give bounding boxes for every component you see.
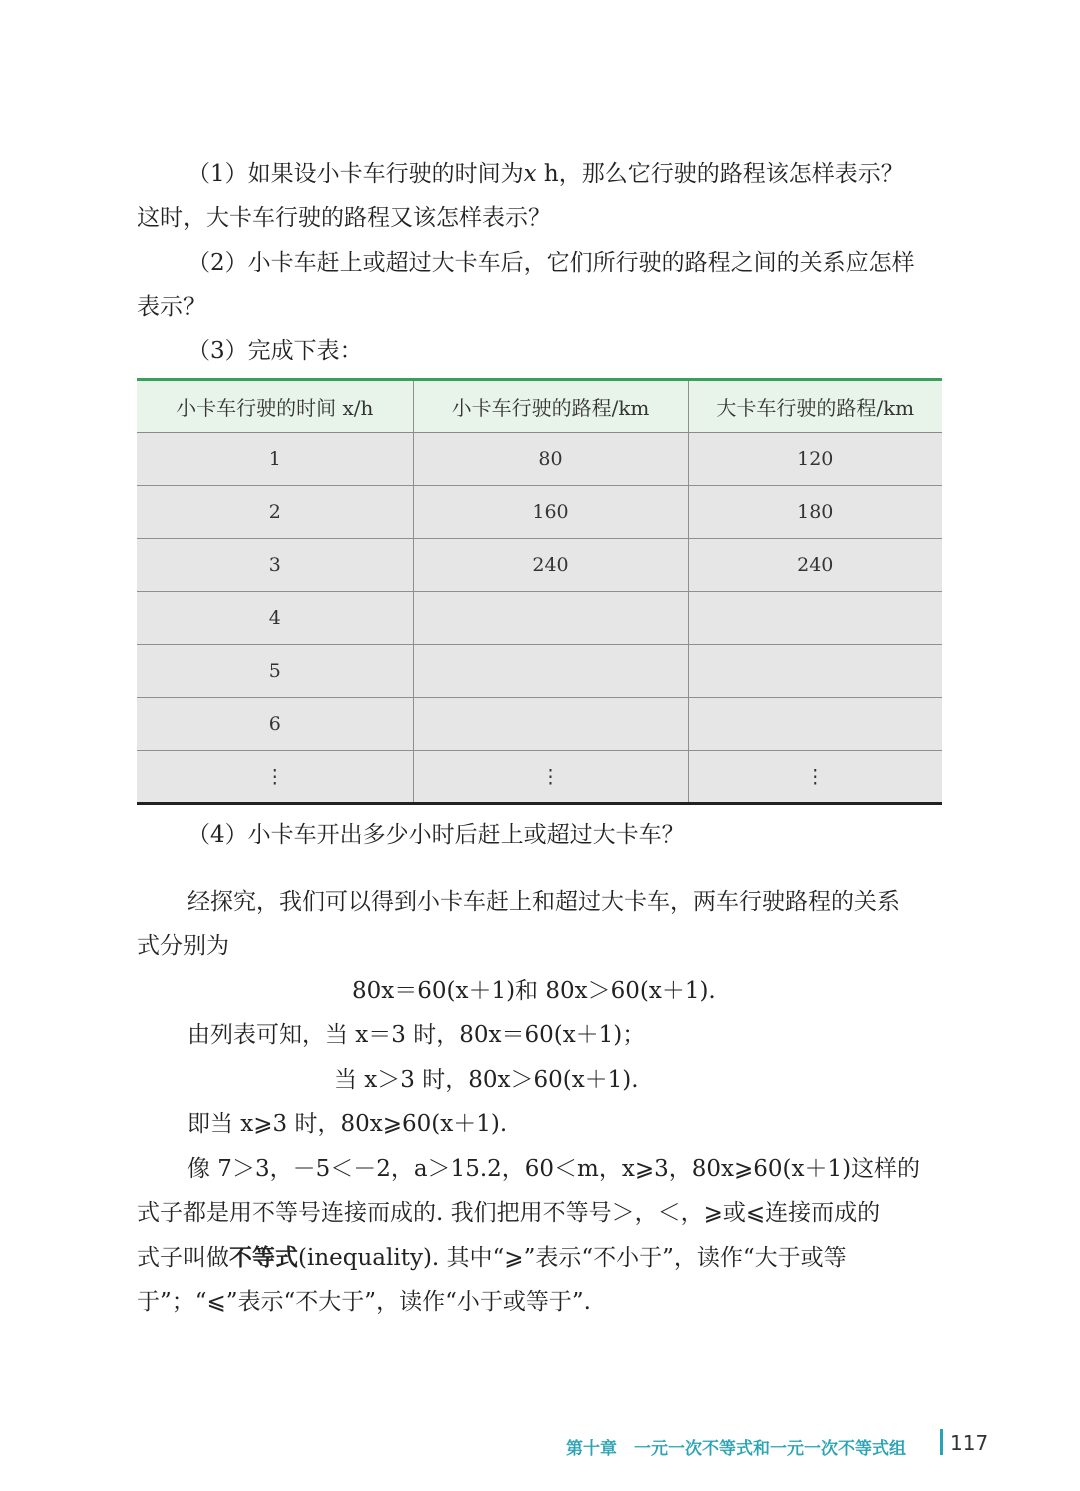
header-small-truck-distance: 小卡车行驶的路程/km	[413, 380, 688, 433]
question-1-line-1	[187, 163, 904, 186]
table-cell: 6	[137, 698, 413, 751]
table-cell: ⋮	[137, 751, 413, 804]
keyword-inequality: 不等式	[229, 1245, 298, 1271]
table-row-ellipsis	[137, 751, 942, 804]
table-row	[137, 539, 942, 592]
table-cell: 1	[137, 433, 413, 486]
question-1-text-b: h，那么它行驶的路程该怎样表示？	[536, 161, 904, 187]
explanation-line-2: 式分别为	[137, 933, 229, 959]
table-cell: 240	[413, 539, 688, 592]
table-row	[137, 433, 942, 486]
formula-equation-inequality: 80x＝60(x＋1)和 80x＞60(x＋1).	[352, 978, 716, 1004]
question-2-line-1: （2）小卡车赶上或超过大卡车后，它们所行驶的路程之间的关系应怎样	[187, 250, 915, 276]
table-cell-blank	[413, 645, 688, 698]
table-cell: 180	[688, 486, 942, 539]
table-cell: 4	[137, 592, 413, 645]
distance-table	[137, 378, 942, 805]
question-4: （4）小卡车开出多少小时后赶上或超过大卡车？	[187, 822, 685, 848]
table-cell: 240	[688, 539, 942, 592]
table-cell: 3	[137, 539, 413, 592]
definition-text-b: (inequality). 其中“⩾”表示“不小于”，读作“大于或等	[298, 1245, 847, 1271]
table-cell: 5	[137, 645, 413, 698]
table-cell: 160	[413, 486, 688, 539]
definition-text-a: 式子叫做	[137, 1245, 229, 1271]
table-header-row	[137, 380, 942, 433]
table-cell-blank	[413, 698, 688, 751]
header-small-truck-time: 小卡车行驶的时间 x/h	[137, 380, 413, 433]
definition-line-2: 式子都是用不等号连接而成的. 我们把用不等号＞，＜，⩾或⩽连接而成的	[137, 1200, 881, 1226]
table-cell-blank	[688, 645, 942, 698]
table-cell: ⋮	[688, 751, 942, 804]
table-row	[137, 592, 942, 645]
explanation-line-1: 经探究，我们可以得到小卡车赶上和超过大卡车，两车行驶路程的关系	[187, 889, 900, 915]
question-1-variable: x	[523, 161, 537, 187]
footer-divider	[940, 1429, 943, 1455]
question-2-line-2: 表示？	[137, 294, 206, 320]
definition-line-4: 于”；“⩽”表示“不大于”，读作“小于或等于”.	[137, 1289, 591, 1315]
table-cell: 80	[413, 433, 688, 486]
table-cell-blank	[688, 698, 942, 751]
question-1-line-2: 这时，大卡车行驶的路程又该怎样表示？	[137, 205, 551, 231]
formula-combined: 即当 x⩾3 时，80x⩾60(x＋1).	[187, 1111, 508, 1137]
question-3: （3）完成下表：	[187, 338, 363, 364]
definition-line-1: 像 7＞3，－5＜－2，a＞15.2，60＜m，x⩾3，80x⩾60(x＋1)这样的	[187, 1156, 921, 1182]
chapter-title: 第十章 一元一次不等式和一元一次不等式组	[566, 1439, 906, 1459]
table-cell: 120	[688, 433, 942, 486]
definition-line-3	[137, 1247, 847, 1270]
table-cell-blank	[413, 592, 688, 645]
table-row	[137, 486, 942, 539]
table-row	[137, 698, 942, 751]
table-cell: ⋮	[413, 751, 688, 804]
page-number: 117	[950, 1431, 989, 1455]
formula-greater-case: 当 x＞3 时，80x＞60(x＋1).	[334, 1067, 639, 1093]
question-1-text-a: （1）如果设小卡车行驶的时间为	[187, 161, 524, 187]
table-cell-blank	[688, 592, 942, 645]
formula-table-conclusion: 由列表可知，当 x＝3 时，80x＝60(x＋1)；	[187, 1022, 646, 1048]
header-big-truck-distance: 大卡车行驶的路程/km	[688, 380, 942, 433]
table-row	[137, 645, 942, 698]
table-cell: 2	[137, 486, 413, 539]
